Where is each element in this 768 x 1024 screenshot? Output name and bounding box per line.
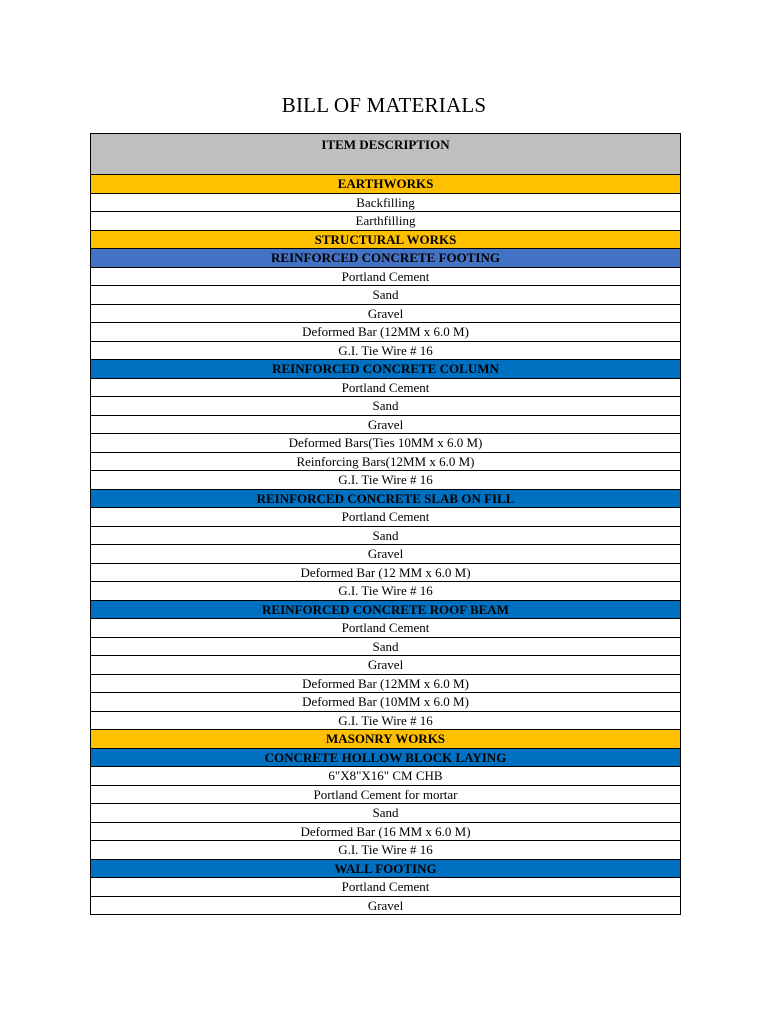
table-row: Sand <box>91 638 680 657</box>
section-header-row: CONCRETE HOLLOW BLOCK LAYING <box>91 749 680 768</box>
section-header-row: REINFORCED CONCRETE SLAB ON FILL <box>91 490 680 509</box>
table-row: Sand <box>91 804 680 823</box>
table-row: G.I. Tie Wire # 16 <box>91 841 680 860</box>
table-row: Gravel <box>91 416 680 435</box>
table-row: Deformed Bar (12MM x 6.0 M) <box>91 675 680 694</box>
table-row: Backfilling <box>91 194 680 213</box>
table-row: Deformed Bars(Ties 10MM x 6.0 M) <box>91 434 680 453</box>
table-row: Gravel <box>91 545 680 564</box>
table-row: Sand <box>91 286 680 305</box>
section-header-row: WALL FOOTING <box>91 860 680 879</box>
table-row: Sand <box>91 527 680 546</box>
table-row: G.I. Tie Wire # 16 <box>91 712 680 731</box>
table-row: Earthfilling <box>91 212 680 231</box>
table-row: Portland Cement <box>91 508 680 527</box>
document-title: BILL OF MATERIALS <box>281 93 487 117</box>
bill-of-materials-table <box>90 133 681 915</box>
section-header-row: EARTHWORKS <box>91 175 680 194</box>
table-body <box>91 175 680 915</box>
table-row: Gravel <box>91 897 680 916</box>
section-header-row: STRUCTURAL WORKS <box>91 231 680 250</box>
section-header-row: REINFORCED CONCRETE ROOF BEAM <box>91 601 680 620</box>
table-row: Portland Cement <box>91 268 680 287</box>
table-row: Deformed Bar (10MM x 6.0 M) <box>91 693 680 712</box>
table-row: 6"X8"X16" CM CHB <box>91 767 680 786</box>
table-row: Reinforcing Bars(12MM x 6.0 M) <box>91 453 680 472</box>
section-header-row: REINFORCED CONCRETE COLUMN <box>91 360 680 379</box>
section-header-row: MASONRY WORKS <box>91 730 680 749</box>
table-row: Deformed Bar (16 MM x 6.0 M) <box>91 823 680 842</box>
table-header: ITEM DESCRIPTION <box>91 134 680 175</box>
table-row: G.I. Tie Wire # 16 <box>91 582 680 601</box>
table-row: Deformed Bar (12 MM x 6.0 M) <box>91 564 680 583</box>
table-row: G.I. Tie Wire # 16 <box>91 342 680 361</box>
table-row: G.I. Tie Wire # 16 <box>91 471 680 490</box>
table-row: Portland Cement <box>91 878 680 897</box>
table-row: Sand <box>91 397 680 416</box>
table-row: Gravel <box>91 305 680 324</box>
table-row: Gravel <box>91 656 680 675</box>
table-row: Portland Cement <box>91 619 680 638</box>
table-row: Portland Cement <box>91 379 680 398</box>
table-row: Portland Cement for mortar <box>91 786 680 805</box>
section-header-row: REINFORCED CONCRETE FOOTING <box>91 249 680 268</box>
table-row: Deformed Bar (12MM x 6.0 M) <box>91 323 680 342</box>
